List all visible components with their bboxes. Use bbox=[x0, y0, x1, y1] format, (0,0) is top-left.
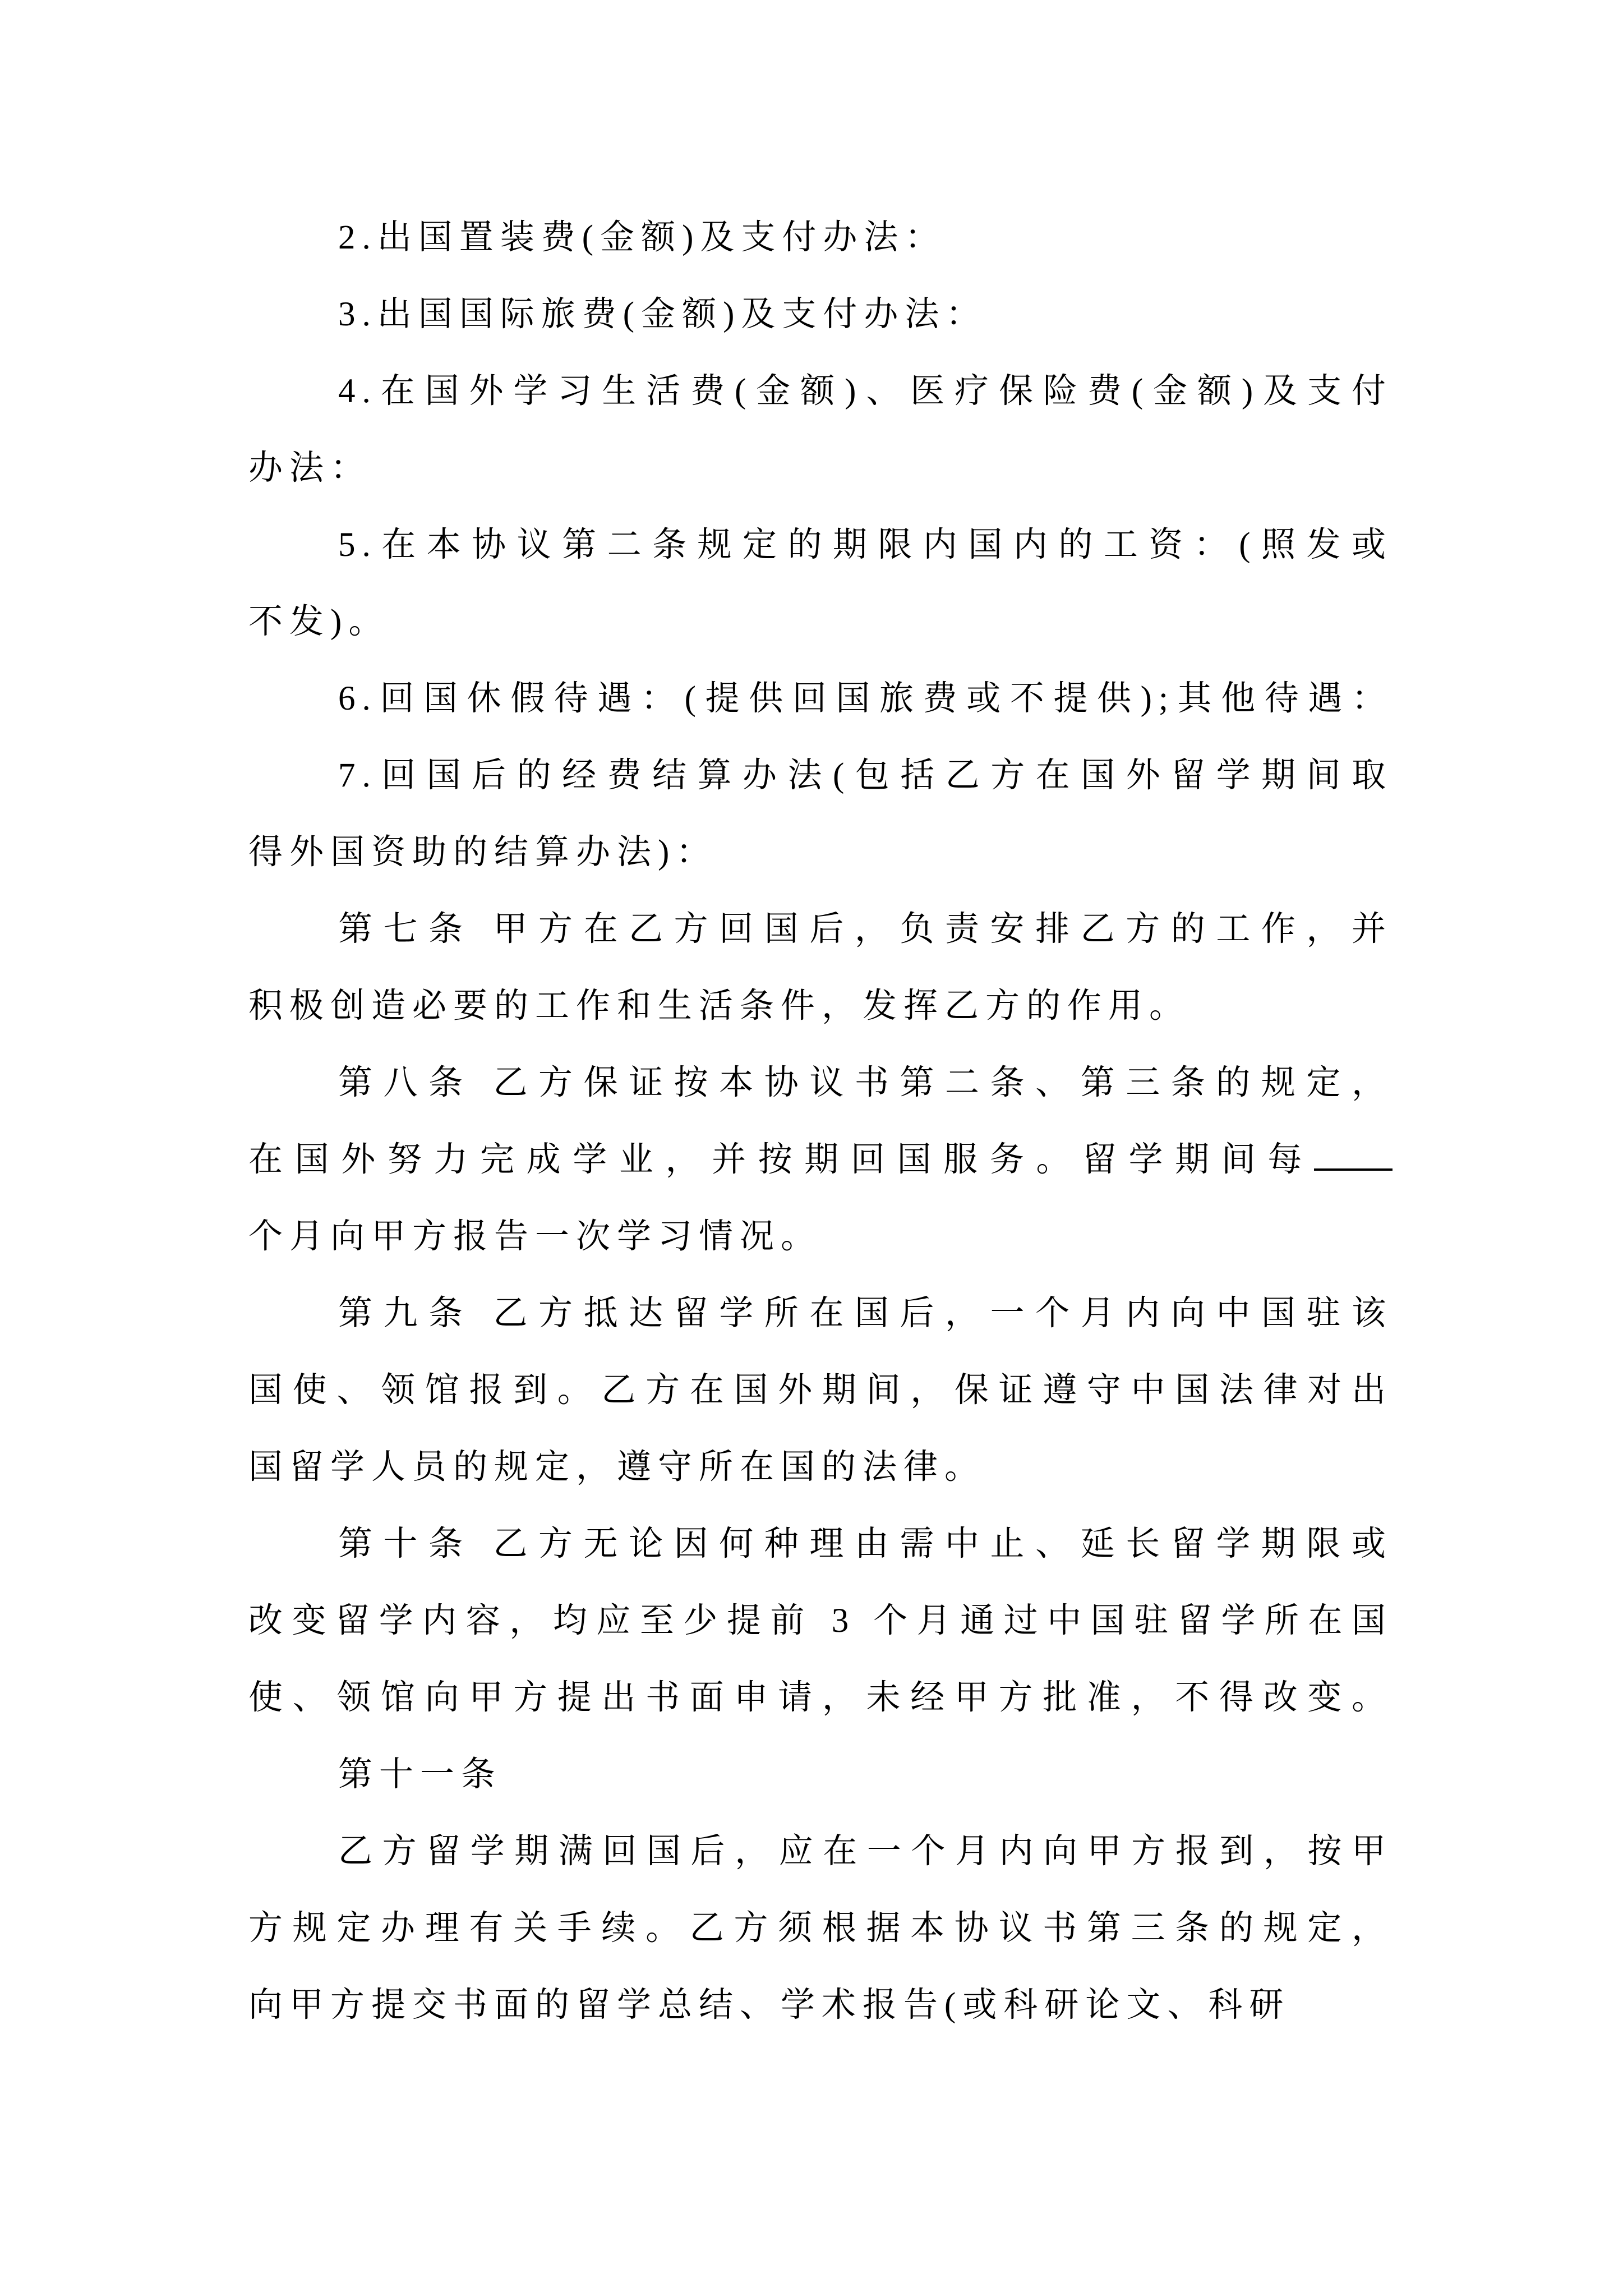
text-line-22 bbox=[248, 1813, 1393, 1890]
line-text: 国留学人员的规定，遵守所在国的法律。 bbox=[248, 1448, 986, 1486]
line-text: 第七条 甲方在乙方回国后，负责安排乙方的工作，并 bbox=[338, 910, 1393, 948]
line-text: 第九条 乙方抵达留学所在国后，一个月内向中国驻该 bbox=[338, 1295, 1393, 1332]
text-line-1 bbox=[248, 199, 1393, 276]
line-text: 改变留学内容，均应至少提前 3 个月通过中国驻留学所在国 bbox=[248, 1602, 1393, 1640]
line-text: 4.在国外学习生活费(金额)、医疗保险费(金额)及支付 bbox=[338, 372, 1393, 410]
text-line-24 bbox=[248, 1967, 1393, 2044]
document-body bbox=[248, 199, 1393, 2044]
line-text: 乙方留学期满回国后，应在一个月内向甲方报到，按甲 bbox=[338, 1833, 1393, 1870]
line-text: 6.回国休假待遇：(提供回国旅费或不提供);其他待遇： bbox=[338, 680, 1393, 717]
line-text: 第八条 乙方保证按本协议书第二条、第三条的规定， bbox=[338, 1064, 1393, 1102]
text-line-5 bbox=[248, 507, 1393, 583]
line-text: 向甲方提交书面的留学总结、学术报告(或科研论文、科研 bbox=[248, 1986, 1290, 2024]
text-line-18 bbox=[248, 1506, 1393, 1582]
text-line-19 bbox=[248, 1582, 1393, 1659]
line-text: 个月向甲方报告一次学习情况。 bbox=[248, 1218, 822, 1255]
text-line-6 bbox=[248, 583, 1393, 660]
text-line-15 bbox=[248, 1275, 1393, 1352]
text-line-12 bbox=[248, 1045, 1393, 1121]
text-line-21 bbox=[248, 1736, 1393, 1813]
line-text: 在国外努力完成学业，并按期回国服务。留学期间每 bbox=[248, 1141, 1314, 1179]
text-line-16 bbox=[248, 1352, 1393, 1429]
text-line-11 bbox=[248, 968, 1393, 1045]
fill-in-blank-underline bbox=[1314, 1163, 1393, 1171]
text-line-2 bbox=[248, 276, 1393, 353]
line-text: 办法： bbox=[248, 449, 372, 487]
text-line-9 bbox=[248, 814, 1393, 891]
line-text: 使、领馆向甲方提出书面申请，未经甲方批准，不得改变。 bbox=[248, 1679, 1393, 1717]
line-text: 第十一条 bbox=[338, 1756, 502, 1793]
text-line-20 bbox=[248, 1659, 1393, 1736]
text-line-3 bbox=[248, 353, 1393, 430]
line-text: 不发)。 bbox=[248, 603, 390, 641]
line-text: 得外国资助的结算办法)： bbox=[248, 834, 717, 871]
text-line-13 bbox=[248, 1121, 1393, 1198]
line-text: 7.回国后的经费结算办法(包括乙方在国外留学期间取 bbox=[338, 757, 1393, 794]
text-line-17 bbox=[248, 1429, 1393, 1506]
line-text: 3.出国国际旅费(金额)及支付办法： bbox=[338, 296, 987, 333]
text-line-14 bbox=[248, 1198, 1393, 1275]
line-text: 第十条 乙方无论因何种理由需中止、延长留学期限或 bbox=[338, 1525, 1393, 1563]
line-text: 国使、领馆报到。乙方在国外期间，保证遵守中国法律对出 bbox=[248, 1372, 1393, 1409]
text-line-4 bbox=[248, 430, 1393, 507]
text-line-10 bbox=[248, 891, 1393, 968]
line-text: 5.在本协议第二条规定的期限内国内的工资：(照发或 bbox=[338, 526, 1393, 564]
line-text: 方规定办理有关手续。乙方须根据本协议书第三条的规定， bbox=[248, 1910, 1393, 1947]
text-line-23 bbox=[248, 1890, 1393, 1967]
text-line-7 bbox=[248, 660, 1393, 737]
line-text: 积极创造必要的工作和生活条件，发挥乙方的作用。 bbox=[248, 987, 1191, 1025]
text-line-8 bbox=[248, 737, 1393, 814]
line-text: 2.出国置装费(金额)及支付办法： bbox=[338, 219, 946, 256]
